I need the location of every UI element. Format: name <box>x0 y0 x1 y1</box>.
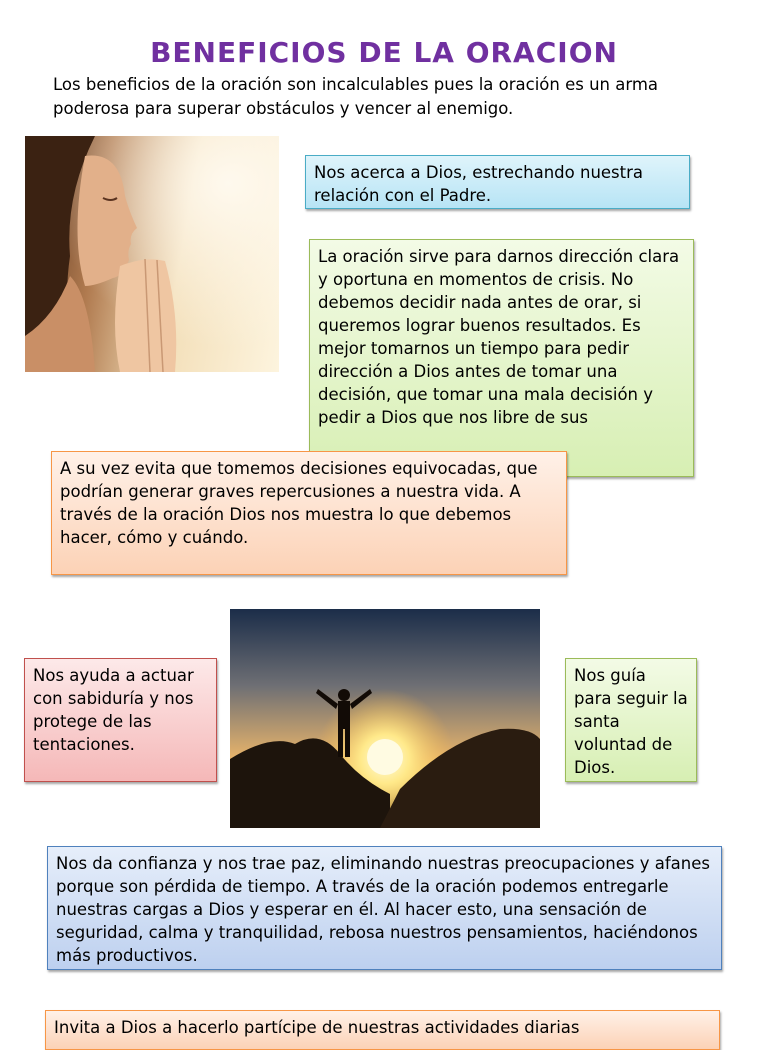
benefit-box-wisdom: Nos ayuda a actuar con sabiduría y nos protege de las tentaciones. <box>24 658 217 782</box>
man-on-mountain-sunset-photo <box>230 609 540 828</box>
benefit-box-peace: Nos da confianza y nos trae paz, eliminando nuestras preocupaciones y afanes porque son pérdida de tiempo. A través de la oración podemos entregarle nuestras cargas a Dios y esperar en él. Al hacer esto, una sensación de seguridad, calma y tranquilidad, rebosa nuestros pensamientos, haciéndonos más productivos. <box>47 846 722 970</box>
woman-praying-photo <box>25 136 279 372</box>
benefit-box-direction: La oración sirve para darnos dirección clara y oportuna en momentos de crisis. No debemos decidir nada antes de orar, si queremos lograr buenos resultados. Es mejor tomarnos un tiempo para pedir dirección a Dios antes de tomar una decisión, que tomar una mala decisión y pedir a Dios que nos libre de sus <box>309 239 694 477</box>
sunset-illustration <box>230 609 540 828</box>
intro-paragraph: Los beneficios de la oración son incalculables pues la oración es un arma poderosa para superar obstáculos y vencer al enemigo. <box>53 75 659 118</box>
benefit-box-closeness: Nos acerca a Dios, estrechando nuestra relación con el Padre. <box>305 155 690 209</box>
benefit-box-guidance: Nos guía para seguir la santa voluntad de Dios. <box>565 658 697 782</box>
woman-praying-illustration <box>25 136 279 372</box>
benefit-box-daily-activities: Invita a Dios a hacerlo partícipe de nuestras actividades diarias <box>45 1010 720 1050</box>
benefit-box-decisions: A su vez evita que tomemos decisiones equivocadas, que podrían generar graves repercusiones a nuestra vida. A través de la oración Dios nos muestra lo que debemos hacer, cómo y cuándo. <box>51 451 567 575</box>
page-title: BENEFICIOS DE LA ORACION <box>150 36 618 69</box>
